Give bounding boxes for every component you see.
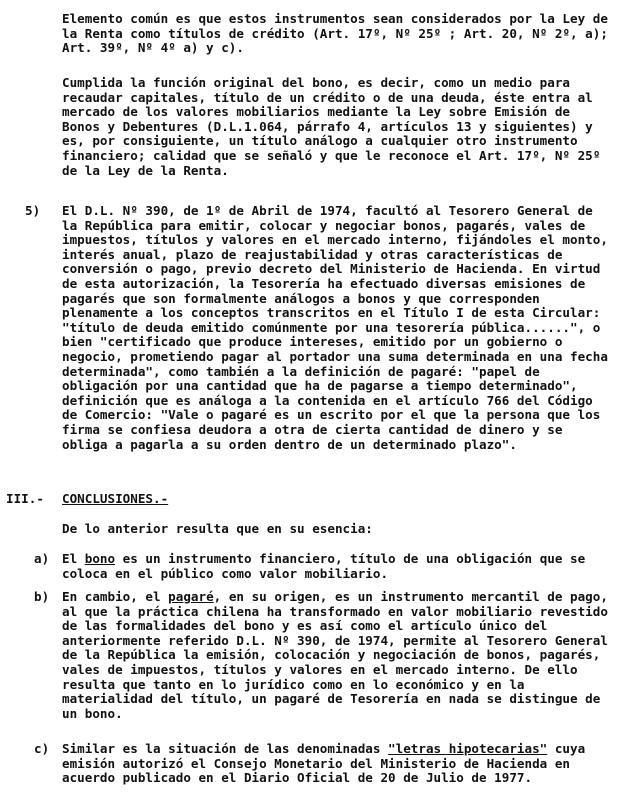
conclusion-lead-text: De lo anterior resulta que en su esencia: [62, 521, 373, 536]
conclusion-item-a-text [62, 552, 610, 581]
item-a-term: bono [84, 551, 116, 566]
section-title: CONCLUSIONES.- [62, 491, 169, 506]
paragraph-item-5-text: El D.L. Nº 390, de 1º de Abril de 1974, facultó al Tesorero General de la República para emitir, colocar y negociar bonos, pagarés, vales de impuestos, títulos y valores en el mercado interno, fijándoles el monto, interés anual, plazo de reajustabilidad y otras características de conversión o pago, previo decreto del Ministerio de Hacienda. En virtud de esta autorización, la Tesorería ha efectuado diversas emisiones de pagarés que son formalmente análogos a bonos y que corresponden plenamente a los conceptos transcritos en el Título I de esta Circular: "título de deuda emitido comúnmente por una tesorería pública......", o bien "certificado que produce intereses, emitido por un gobierno o negocio, prometiendo pagar al portador una suma determinada en una fecha determinada", como también a la definición de pagaré: "papel de obligación por una cantidad que ha de pagarse a tiempo determinado", definición que es análoga a la contenida en el artículo 766 del Código de Comercio: "Vale o pagaré es un escrito por el que la persona que los firma se confiesa deudora a otra de cierta cantidad de dinero y se obliga a pagarla a su orden dentro de un determinado plazo". [62, 203, 616, 452]
conclusion-lead [62, 522, 610, 537]
item-a-post: es un instrumento financiero, título de una obligación que se coloca en el público como valor mobiliario. [62, 551, 593, 581]
item-a-pre: El [62, 551, 85, 566]
item-c-pre: Similar es la situación de las denominadas [62, 741, 389, 756]
conclusion-item-c [62, 742, 610, 786]
item-b-post: , en su origen, es un instrumento mercantil de pago, al que la práctica chilena ha transformado en valor mobiliario revestido de las formalidades del bono y es así como el artículo único del anteriormente referido D.L. Nº 390, de 1974, permite al Tesorero General de la República la emisión, colocación y negociación de bonos, pagarés, vales de impuestos, títulos y valores en el mercado interno. De ello resulta que tanto en lo jurídico como en lo económico y en la materialidad del título, un pagaré de Tesorería en nada se distingue de un bono. [62, 589, 616, 721]
conclusion-item-a [62, 552, 610, 581]
conclusion-item-c-text [62, 742, 610, 786]
item-c-marker: c) [34, 741, 50, 756]
paragraph-intro-text: Elemento común es que estos instrumentos sean considerados por la Ley de la Renta como títulos de crédito (Art. 17º, Nº 25º ; Art. 20, Nº 2º, a); Art. 39º, Nº 4º a) y c). [62, 11, 616, 56]
paragraph-intro [62, 11, 616, 56]
item-c-term: "letras hipotecarias" [388, 741, 548, 756]
item-b-pre: En cambio, el [62, 589, 169, 604]
item-b-marker: b) [34, 589, 50, 604]
item-5-marker: 5) [25, 203, 41, 218]
paragraph-bono-text: Cumplida la función original del bono, es decir, como un medio para recaudar capitales, título de un crédito o de una deuda, éste entra al mercado de los valores mobiliarios mediante la Ley sobre Emisión de Bonos y Debentures (D.L.1.064, párrafo 4, artículos 13 y siguientes) y es, por consiguiente, un título análogo a cualquier otro instrumento financiero; calidad que se señaló y que le reconoce el Art. 17º, Nº 25º de la Ley de la Renta. [62, 75, 608, 178]
paragraph-bono [62, 76, 610, 178]
item-b-term: pagaré [168, 589, 214, 604]
item-a-marker: a) [34, 551, 50, 566]
conclusion-item-b [62, 589, 616, 721]
conclusion-item-b-text [62, 589, 616, 721]
section-number: III.- [6, 491, 44, 506]
paragraph-item-5 [62, 203, 616, 452]
item-c-post: cuya emisión autorizó el Consejo Monetario del Ministerio de Hacienda en acuerdo publicado en el Diario Oficial de 20 de Julio de 1977. [62, 741, 593, 786]
